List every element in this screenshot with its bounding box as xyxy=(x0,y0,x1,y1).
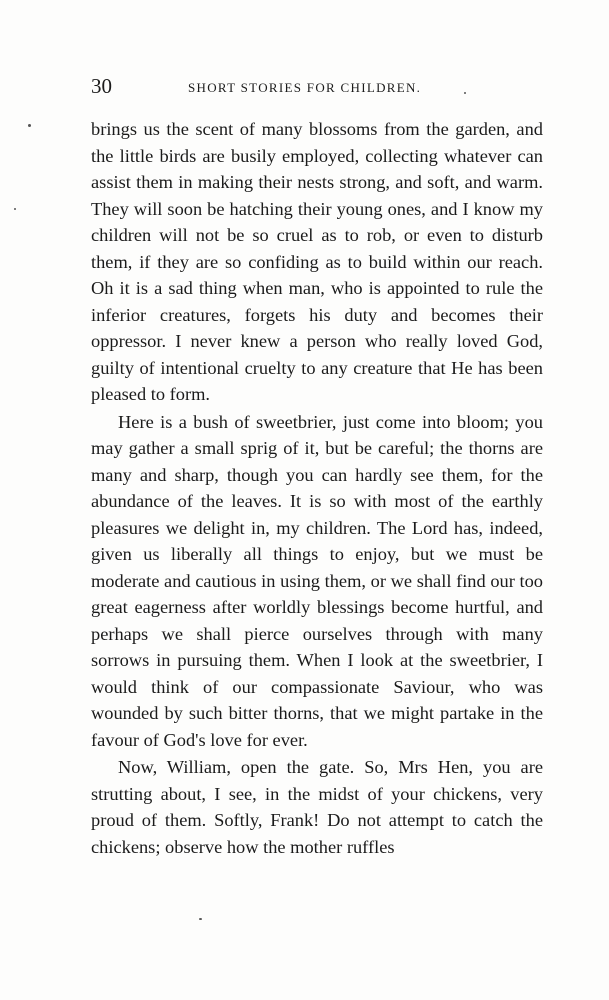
paper-speck xyxy=(14,208,16,210)
running-head xyxy=(91,74,543,102)
paper-speck xyxy=(199,918,202,920)
paper-speck xyxy=(28,124,31,127)
book-title: SHORT STORIES FOR CHILDREN. xyxy=(188,80,422,95)
paragraph-1: brings us the scent of many blossoms from the garden, and the little birds are busily employed, collecting whatever can assist them in making their nests strong, and soft, and warm. They will soon be hatching their young ones, and I know my children will not be so cruel as to rob, or even to disturb them, if they are so confiding as to build within our reach. Oh it is a sad thing when man, who is appointed to rule the inferior creatures, forgets his duty and becomes their oppressor. I never knew a person who really loved God, guilty of intentional cruelty to any creature that He has been pleased to form. xyxy=(91,119,543,404)
paper-speck xyxy=(464,92,466,94)
page-number: 30 xyxy=(91,74,112,98)
body-text xyxy=(91,116,543,860)
paragraph-3: Now, William, open the gate. So, Mrs Hen, you are strutting about, I see, in the midst of your chickens, very proud of them. Softly, Frank! Do not attempt to catch the chickens; observe how the mother ruffles xyxy=(91,757,543,857)
paragraph-2: Here is a bush of sweetbrier, just come into bloom; you may gather a small sprig of it, but be careful; the thorns are many and sharp, though you can hardly see them, for the abundance of the leaves. It is so with most of the earthly pleasures we delight in, my children. The Lord has, indeed, given us liberally all things to enjoy, but we must be moderate and cautious in using them, or we shall find our too great eagerness after worldly blessings become hurtful, and perhaps we shall pierce ourselves through with many sorrows in pursuing them. When I look at the sweetbrier, I would think of our compassionate Saviour, who was wounded by such bitter thorns, that we might partake in the favour of God's love for ever. xyxy=(91,411,543,750)
